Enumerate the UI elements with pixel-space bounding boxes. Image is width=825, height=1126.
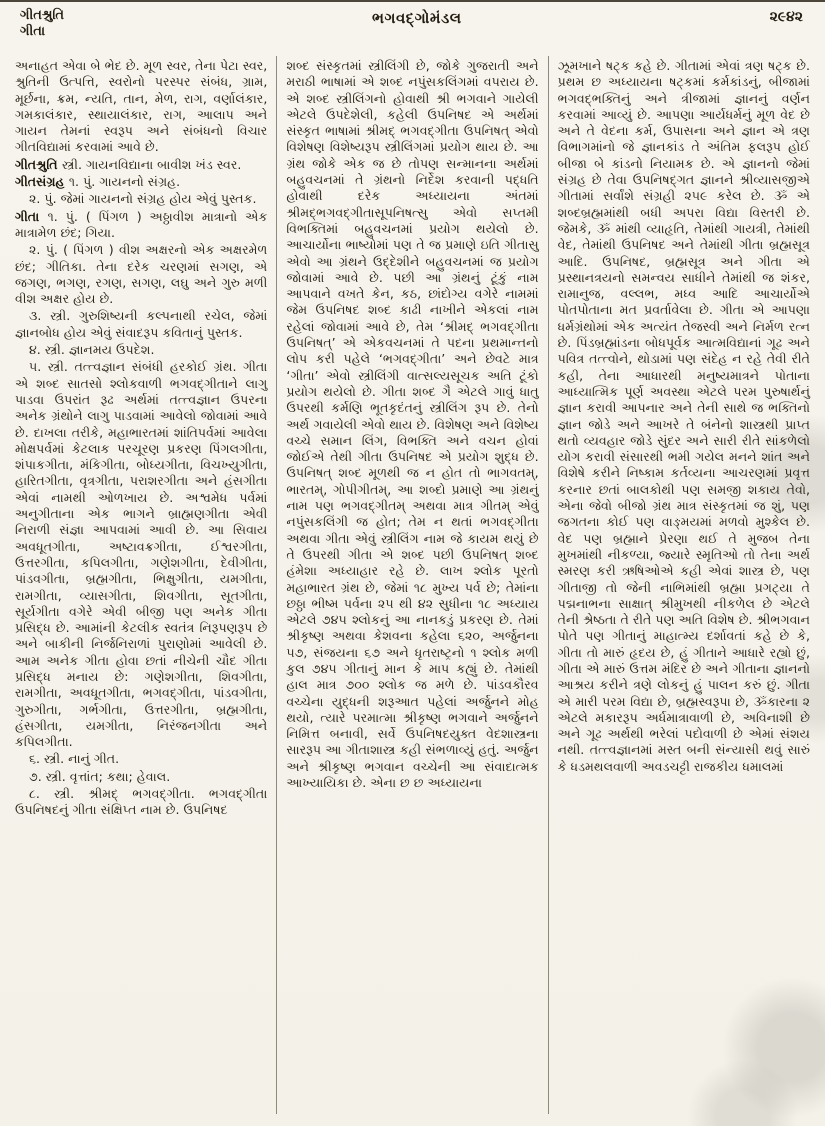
entry-headword: ગીતસંગ્રહ <box>15 174 69 190</box>
entry-headword: ગીતા <box>15 208 48 224</box>
paragraph: અનાહત એવા બે ભેદ છે. મૂળ સ્વર, તેના પેટા સ્વર, શ્રુતિની ઉત્પત્તિ, સ્વરોનો પરસ્પર સંબંધ, ગ્રામ, મૂર્છના, ક્રમ, ન્યતિ, તાન, મેળ, રાગ, વર્ણાલંકાર, ગમકાલંકાર, સ્થાયાલંકાર, રાગ, આલાપ અને ગાયન તેમનાં સ્વરૂપ અને સંબંધનો વિચાર ગીતવિદ્યામાં કરવામાં આવે છે. <box>15 58 268 155</box>
running-head <box>20 8 64 40</box>
text-columns <box>0 52 825 1114</box>
paragraph: ૫. સ્ત્રી. તત્ત્વજ્ઞાન સંબંધી હરકોઈ ગ્રંથ. ગીતા એ શબ્દ સાતસો શ્લોકવાળી ભગવદ્ગીતાને લાગુ પાડવા ઉપરાંત રૂઢ અર્થમાં તત્ત્વજ્ઞાન ઉપરના અનેક ગ્રંથોને લાગુ પાડવામાં આવેલો જોવામાં આવે છે. દાખલા તરીકે, મહાભારતમાં શાંતિપર્વમાં આવેલા મોક્ષપર્વમાં કેટલાક પરચૂરણ પ્રકરણ પિંગલગીતા, શંપાકગીતા, મંકિગીતા, બોધ્યગીતા, વિચખ્યુગીતા, હારિતગીતા, વૃત્રગીતા, પરાશરગીતા અને હંસગીતા એવાં નામથી ઓળખાય છે. અશ્વમેધ પર્વમાં અનુગીતાના એક ભાગને બ્રાહ્મણગીતા એવી નિરાળી સંજ્ઞા આપવામાં આવી છે. આ સિવાય અવધૂતગીતા, અષ્ટાવક્રગીતા, ઈશ્વરગીતા, ઉત્તરગીતા, કપિલગીતા, ગણેશગીતા, દેવીગીતા, પાંડવગીતા, બ્રહ્મગીતા, ભિક્ષુગીતા, યમગીતા, રામગીતા, વ્યાસગીતા, શિવગીતા, સૂતગીતા, સૂર્યગીતા વગેરે એવી બીજી પણ અનેક ગીતા પ્રસિદ્ધ છે. આમાંની કેટલીક સ્વતંત્ર નિરૂપણરૂપ છે અને બાકીની નિર્જનિરાળાં પુરાણોમાં આવેલી છે. આમ અનેક ગીતા હોવા છતાં નીચેની ચૌદ ગીતા પ્રસિદ્ધ મનાય છે: ગણેશગીતા, શિવગીતા, રામગીતા, અવધૂતગીતા, ભગવદ્ગીતા, પાંડવગીતા, ગુરુગીતા, ગર્ભગીતા, ઉત્તરગીતા, બ્રહ્મગીતા, હંસગીતા, યમગીતા, નિરંજનગીતા અને કપિલગીતા. <box>15 359 268 750</box>
running-head-last-entry: ગીતા <box>20 24 46 39</box>
column-2 <box>276 56 547 1114</box>
paragraph: ૬. સ્ત્રી. નાનું ગીત. <box>29 751 120 767</box>
paragraph: ૭. સ્ત્રી. વૃત્તાંત; કથા; હેવાલ. <box>29 768 171 784</box>
paragraph: ૨. પું. જેમાં ગાયનનો સંગ્રહ હોય એવું પુસ્તક. <box>29 191 257 207</box>
column-1 <box>6 56 276 1114</box>
paragraph: ૮. સ્ત્રી. શ્રીમદ્ ભગવદ્ગીતા. ભગવદ્ગીતા ઉપનિષદનું ગીતા સંક્ષિપ્ત નામ છે. ઉપનિષદ <box>15 786 268 818</box>
running-head-first-entry: ગીતશ્રુતિ <box>20 8 64 23</box>
column-3 <box>548 56 819 1114</box>
page-header <box>0 2 825 52</box>
paragraph: ૩. સ્ત્રી. ગુરુશિષ્યની કલ્પનાથી રચેલ, જેમાં જ્ઞાનબોધ હોય એવું સંવાદરૂપ કવિતાનું પુસ્તક. <box>15 308 268 340</box>
paragraph: ૪. સ્ત્રી. જ્ઞાનમય ઉપદેશ. <box>29 342 155 358</box>
entry-headword: ગીતશ્રુતિ <box>15 156 62 172</box>
dictionary-entry: ગીતશ્રુતિ સ્ત્રી. ગાયનવિદ્યાના બાવીશ ખંડ સ્વર. <box>15 156 242 172</box>
dictionary-entry: ગીતસંગ્રહ ૧. પું. ગાયનનો સંગ્રહ. <box>15 174 181 190</box>
paragraph: શબ્દ સંસ્કૃતમાં સ્ત્રીલિંગી છે, જોકે ગુજરાતી અને મરાઠી ભાષામાં એ શબ્દ નપુંસકલિંગમાં વપરાય છે. એ શબ્દ સ્ત્રીલિંગનો હોવાથી શ્રી ભગવાને ગાયેલી એટલે ઉપદેશેલી, કહેલી ઉપનિષદ એ અર્થમાં સંસ્કૃત ભાષામાં શ્રીમદ્ ભગવદ્ગીતા ઉપનિષત્ એવો વિશેષણ વિશેષ્યરૂપ સ્ત્રીલિંગમાં પ્રયોગ થાય છે. આ ગ્રંથ જોકે એક જ છે તોપણ સન્માનના અર્થમાં બહુવચનમાં તે ગ્રંથનો નિર્દેશ કરવાની પદ્ધતિ હોવાથી દરેક અધ્યાયના અંતમાં શ્રીમદ્ભગવદ્ગીતાસૂપનિષત્સુ એવો સપ્તમી વિભક્તિમાં બહુવચનમાં પ્રયોગ થયેલો છે. આચાર્યોના ભાષ્યોમાં પણ તે જ પ્રમાણે ઇતિ ગીતાસુ એવો આ ગ્રંથને ઉદ્દેશીને બહુવચનમાં જ પ્રયોગ જોવામાં આવે છે. પછી આ ગ્રંથનું ટૂંકું નામ આપવાને વખતે કેન, કઠ, છાંદોગ્ય વગેરે નામમાં જેમ ઉપનિષદ શબ્દ કાઢી નાખીને એકલાં નામ રહેલાં જોવામાં આવે છે, તેમ ‘શ્રીમદ્ ભગવદ્ગીતા ઉપનિષત્’ એ એકવચનમાં તે પદના પ્રથમાન્તનો લોપ કરી પહેલે ‘ભગવદ્ગીતા’ અને છેવટે માત્ર ‘ગીતા’ એવો સ્ત્રીલિંગી વાત્સલ્યસૂચક અતિ ટૂંકો પ્રયોગ થયેલો છે. ગીતા શબ્દ ગૈ એટલે ગાવું ધાતુ ઉપરથી કર્મણિ ભૂતકૃદંતનું સ્ત્રીલિંગ રૂપ છે. તેનો અર્થ ગવાયેલી એવો થાય છે. વિશેષણ અને વિશેષ્ય વચ્ચે સમાન લિંગ, વિભક્તિ અને વચન હોવાં જોઈએ તેથી ગીતા ઉપનિષદ એ પ્રયોગ શુદ્ધ છે. ઉપનિષત્ શબ્દ મૂળથી જ ન હોત તો ભાગવતમ્, ભારતમ્, ગોપીગીતમ્, આ શબ્દો પ્રમાણે આ ગ્રંથનું નામ પણ ભગવદ્ગીતમ્ અથવા માત્ર ગીતમ્ એવું નપુંસકલિંગી જ હોત; તેમ ન થતાં ભગવદ્ગીતા અથવા ગીતા એવું સ્ત્રીલિંગ નામ જે કાયમ થયું છે તે ઉપરથી ગીતા એ શબ્દ પછી ઉપનિષત્ શબ્દ હંમેશા અધ્યાહાર રહે છે. લાખ શ્લોક પૂરતો મહાભારત ગ્રંથ છે, જેમાં ૧૮ મુખ્ય પર્વ છે; તેમાંના છઠ્ઠા ભીષ્મ પર્વના ૨૫ થી ૪૨ સુધીના ૧૮ અધ્યાય એટલે ૭૪૫ શ્લોકનું આ નાનકડું પ્રકરણ છે. તેમાં શ્રીકૃષ્ણ અથવા કેશવના કહેલા ૬૨૦, અર્જુનના ૫૭, સંજયના ૬૭ અને ધૃતરાષ્ટ્રનો ૧ શ્લોક મળી કુલ ૭૪૫ ગીતાનું માન કે માપ કહ્યું છે. તેમાંથી હાલ માત્ર ૭૦૦ શ્લોક જ મળે છે. પાંડવકૌરવ વચ્ચેના યુદ્ધની શરૂઆત પહેલાં અર્જુનને મોહ થયો, ત્યારે પરમાત્મા શ્રીકૃષ્ણ ભગવાને અર્જુનને નિમિત્ત બનાવી, સર્વે ઉપનિષદયુક્ત વેદશાસ્ત્રના સારરૂપ આ ગીતાશાસ્ત્ર કહી સંભળાવ્યું હતું. અર્જુન અને શ્રીકૃષ્ણ ભગવાન વચ્ચેની આ સંવાદાત્મક આખ્યાયિકા છે. એના છ છ અધ્યાયના <box>286 58 539 791</box>
paragraph: ઝૂમખાને ષટ્ક કહે છે. ગીતામાં એવાં ત્રણ ષટ્ક છે. પ્રથમ છ અધ્યાયના ષટ્કમાં કર્મકાંડનું, બીજામાં ભગવદ્ભક્તિનું અને ત્રીજામાં જ્ઞાનનું વર્ણન કરવામાં આવ્યું છે. આપણા આર્યધર્મનું મૂળ વેદ છે અને તે વેદના કર્મ, ઉપાસના અને જ્ઞાન એ ત્રણ વિભાગમાંનો જે જ્ઞાનકાંડ તે અંતિમ ફલરૂપ હોઈ બીજા બે કાંડનો નિયામક છે. એ જ્ઞાનનો જેમાં સંગ્રહ છે તેવા ઉપનિષદ્ગત જ્ઞાનને શ્રીવ્યાસજીએ ગીતામાં સર્વાંશે સંગ્રહી ૨૫૯ કરેલ છે. ૐ એ શબ્દબ્રહ્મમાંથી બધી અપરા વિદ્યા વિસ્તરી છે. જેમકે, ૐ માંથી વ્યાહૃતિ, તેમાંથી ગાયત્રી, તેમાંથી વેદ, તેમાંથી ઉપનિષદ અને તેમાંથી ગીતા બ્રહ્મસૂત્ર આદિ. ઉપનિષદ, બ્રહ્મસૂત્ર અને ગીતા એ પ્રસ્થાનત્રયનો સમન્વય સાધીને તેમાંથી જ શંકર, રામાનુજ, વલ્લભ, મધ્વ આદિ આચાર્યોએ પોતપોતાના મત પ્રવર્તાવેલા છે. ગીતા એ આપણા ધર્મગ્રંથોમાં એક અત્યંત તેજસ્વી અને નિર્મળ રત્ન છે. પિંડબ્રહ્માંડના બોધપૂર્વક આત્મવિદ્યાનાં ગૂઢ અને પવિત્ર તત્ત્વોને, થોડામાં પણ સંદેહ ન રહે તેવી રીતે કહી, તેના આધારથી મનુષ્યમાત્રને પોતાના આધ્યાત્મિક પૂર્ણ અવસ્થા એટલે પરમ પુરુષાર્થનું જ્ઞાન કરાવી આપનાર અને તેની સાથે જ ભક્તિનો જ્ઞાન જોડે અને આખરે તે બંનેનો શાસ્ત્રથી પ્રાપ્ત થતો વ્યવહાર જોડે સુંદર અને સારી રીતે સાંકળેલો યોગ કરાવી સંસારથી ભમી ગયેલ મનને શાંત અને વિશેષે કરીને નિષ્કામ કર્તવ્યના આચરણમાં પ્રવૃત્ત કરનાર છતાં બાલકોથી પણ સમજી શકાય તેવો, એના જેવો બીજો ગ્રંથ માત્ર સંસ્કૃતમાં જ શું, પણ જગતના કોઈ પણ વાઙ્મયમાં મળવો મુશ્કેલ છે. વેદ પણ બ્રહ્માને પ્રેરણા થઈ તે મુજબ તેના મુખમાંથી નીકળ્યા, જ્યારે સ્મૃતિઓ તો તેના અર્થ સ્મરણ કરી ઋષિઓએ કહી એવાં શાસ્ત્ર છે, પણ ગીતાજી તો જેની નાભિમાંથી બ્રહ્મા પ્રગટ્યા તે પદ્મનાભના સાક્ષાત્ શ્રીમુખથી નીકળેલ છે એટલે તેની શ્રેષ્ઠતા તે રીતે પણ અતિ વિશેષ છે. શ્રીભગવાન પોતે પણ ગીતાનું માહાત્મ્ય દર્શાવતાં કહે છે કે, ગીતા તો મારું હૃદય છે, હું ગીતાને આધારે રહ્યો છું, ગીતા એ મારું ઉત્તમ મંદિર છે અને ગીતાના જ્ઞાનનો આશ્રય કરીને ત્રણે લોકનું હું પાલન કરું છું. ગીતા એ મારી પરમ વિદ્યા છે, બ્રહ્મસ્વરૂપા છે, ૐકારના ૨ એટલે મકારરૂપ અર્ધમાત્રાવાળી છે, અવિનાશી છે અને ગૂઢ અર્થથી ભરેલાં પદોવાળી છે એમાં સંશય નથી. તત્ત્વજ્ઞાનમાં મસ્ત બની સંન્યાસી થવું સારું કે ધડમથલવાળી અવડચટ્ટી રાજકીય ધમાલમાં <box>557 58 810 774</box>
dictionary-entry: ગીતા ૧. પું. ( પિંગળ ) અઠ્ઠાવીશ માત્રાનો એક માત્રામેળ છંદ; ગિયા. <box>15 208 268 240</box>
paragraph: ૨. પું. ( પિંગળ ) વીશ અક્ષરનો એક અક્ષરમેળ છંદ; ગીતિકા. તેના દરેક ચરણમાં સગણ, એ જગણ, ભગણ, રગણ, સગણ, લઘુ અને ગુરુ મળી વીશ અક્ષર હોય છે. <box>15 242 268 307</box>
page-number: ૨૯૪૨ <box>769 9 803 25</box>
book-title: ભગવદ્ગોમંડલ <box>372 9 462 27</box>
